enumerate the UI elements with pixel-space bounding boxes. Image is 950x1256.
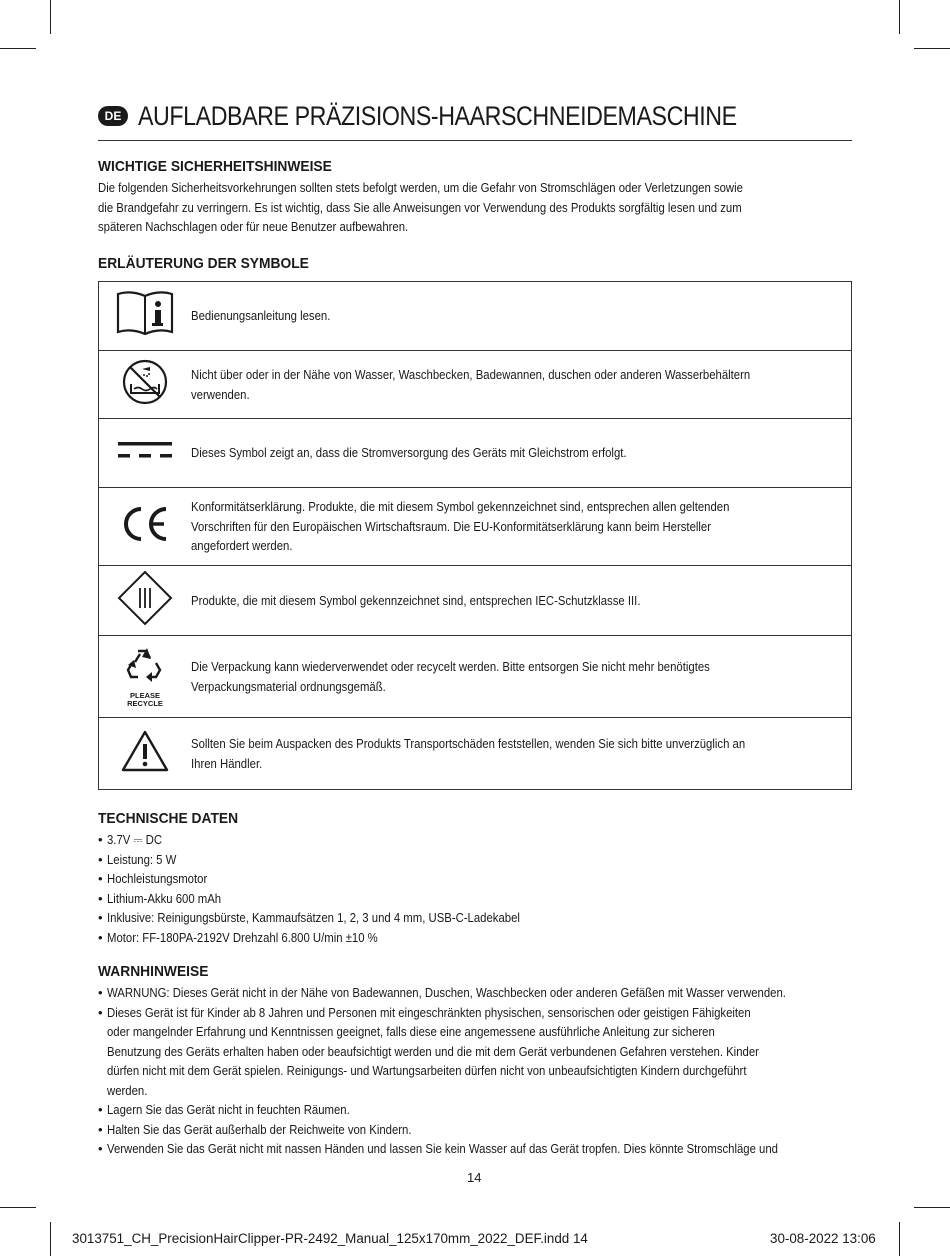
page-title: AUFLADBARE PRÄZISIONS-HAARSCHNEIDEMASCHINE	[138, 101, 737, 131]
direct-current-icon	[99, 419, 192, 488]
symbol-description: Ihren Händler.	[191, 755, 263, 771]
language-badge: DE	[98, 106, 128, 126]
crop-mark	[899, 0, 900, 34]
list-item: • Verwenden Sie das Gerät nicht mit nassen Händen und lassen Sie kein Wasser auf das Gerät tropfen. Dies könnte Stromschläge und	[98, 1139, 858, 1159]
page-header	[98, 100, 852, 141]
please-recycle-icon	[99, 636, 192, 718]
safety-paragraph	[98, 178, 852, 237]
table-row	[99, 566, 852, 636]
crop-mark	[50, 0, 51, 34]
symbol-description: Produkte, die mit diesem Symbol gekennzeichnet sind, entsprechen IEC-Schutzklasse III.	[191, 592, 641, 608]
warning-triangle-icon	[99, 718, 192, 790]
list-item: • Lagern Sie das Gerät nicht in feuchten Räumen.	[98, 1100, 858, 1120]
protection-class-iii-icon	[99, 566, 192, 636]
symbol-description: verwenden.	[191, 386, 250, 402]
safety-heading: WICHTIGE SICHERHEITSHINWEISE	[98, 158, 332, 175]
list-item: • Hochleistungsmotor	[98, 869, 858, 889]
list-item: • Dieses Gerät ist für Kinder ab 8 Jahren und Personen mit eingeschränkten physischen, sensorischen oder geistigen Fähigkeiten oder mangelnder Erfahrung und Kenntnissen geeignet, falls diese eine angemessene ausführliche Anleitung zur sicheren Benutzung des Geräts erhalten haben oder beaufsichtigt werden und die mit dem Gerät verbundenen Gefahren verstehen. Kinder dürfen nicht mit dem Gerät spielen. Reinigungs- und Wartungsarbeiten dürfen nicht von unbeaufsichtigten Kindern durchgeführt werden.	[98, 1003, 858, 1101]
list-item: • 3.7V ⎓ DC	[98, 830, 858, 850]
recycle-caption: PLEASE	[129, 691, 160, 701]
warnings-heading: WARNHINWEISE	[98, 963, 209, 980]
symbol-description: Dieses Symbol zeigt an, dass die Stromversorgung des Geräts mit Gleichstrom erfolgt.	[191, 445, 627, 461]
symbol-description: angefordert werden.	[191, 538, 293, 554]
list-item: • Motor: FF-180PA-2192V Drehzahl 6.800 U/min ±10 %	[98, 928, 858, 948]
table-row	[99, 636, 852, 718]
list-item: • Leistung: 5 W	[98, 850, 858, 870]
table-row	[99, 419, 852, 488]
symbol-description: Verpackungsmaterial ordnungsgemäß.	[191, 678, 386, 694]
manual-info-icon	[99, 282, 192, 351]
footer-datetime: 30-08-2022 13:06	[770, 1231, 876, 1246]
list-item: • Lithium-Akku 600 mAh	[98, 889, 858, 909]
table-row	[99, 282, 852, 351]
crop-mark	[0, 48, 36, 49]
symbol-description: Nicht über oder in der Nähe von Wasser, Waschbecken, Badewannen, duschen oder anderen Wasserbehältern	[191, 367, 751, 382]
text-line: Die folgenden Sicherheitsvorkehrungen sollten stets befolgt werden, um die Gefahr von Stromschlägen oder Verletzungen sowie	[98, 180, 743, 195]
no-water-icon	[99, 351, 192, 419]
table-row	[99, 351, 852, 419]
symbol-description: Bedienungsanleitung lesen.	[191, 308, 331, 324]
warnings-list	[98, 983, 858, 1159]
ce-mark-icon	[99, 488, 192, 566]
recycle-caption: RECYCLE	[127, 699, 163, 709]
tech-list	[98, 830, 858, 947]
text-line: die Brandgefahr zu verringern. Es ist wichtig, dass Sie alle Anweisungen vor Verwendung des Produkts sorgfältig lesen und zum	[98, 199, 742, 215]
symbol-description: Konformitätserklärung. Produkte, die mit diesem Symbol gekennzeichnet sind, entsprechen allen geltenden	[191, 499, 730, 515]
symbol-description: Vorschriften für den Europäischen Wirtschaftsraum. Die EU-Konformitätserklärung kann beim Hersteller	[191, 518, 712, 534]
symbol-description: Die Verpackung kann wiederverwendet oder recycelt werden. Bitte entsorgen Sie nicht mehr benötigtes	[191, 659, 710, 674]
table-row	[99, 718, 852, 790]
symbols-table	[98, 281, 852, 790]
footer-filename: 3013751_CH_PrecisionHairClipper-PR-2492_Manual_125x170mm_2022_DEF.indd 14	[72, 1231, 588, 1246]
crop-mark	[50, 1222, 51, 1256]
crop-mark	[0, 1207, 36, 1208]
symbols-heading: ERLÄUTERUNG DER SYMBOLE	[98, 255, 309, 272]
crop-mark	[914, 48, 950, 49]
crop-mark	[914, 1207, 950, 1208]
crop-mark	[899, 1222, 900, 1256]
table-row	[99, 488, 852, 566]
list-item: • Halten Sie das Gerät außerhalb der Reichweite von Kindern.	[98, 1120, 858, 1140]
page-number: 14	[467, 1170, 482, 1185]
symbol-description: Sollten Sie beim Auspacken des Produkts Transportschäden feststellen, wenden Sie sich bitte unverzüglich an	[191, 736, 746, 751]
tech-heading: TECHNISCHE DATEN	[98, 810, 239, 827]
list-item: • WARNUNG: Dieses Gerät nicht in der Nähe von Badewannen, Duschen, Waschbecken oder anderen Gefäßen mit Wasser verwenden.	[98, 983, 858, 1003]
text-line: späteren Nachschlagen oder für neue Benutzer aufbewahren.	[98, 219, 409, 234]
list-item: • Inklusive: Reinigungsbürste, Kammaufsätzen 1, 2, 3 und 4 mm, USB-C-Ladekabel	[98, 908, 858, 928]
